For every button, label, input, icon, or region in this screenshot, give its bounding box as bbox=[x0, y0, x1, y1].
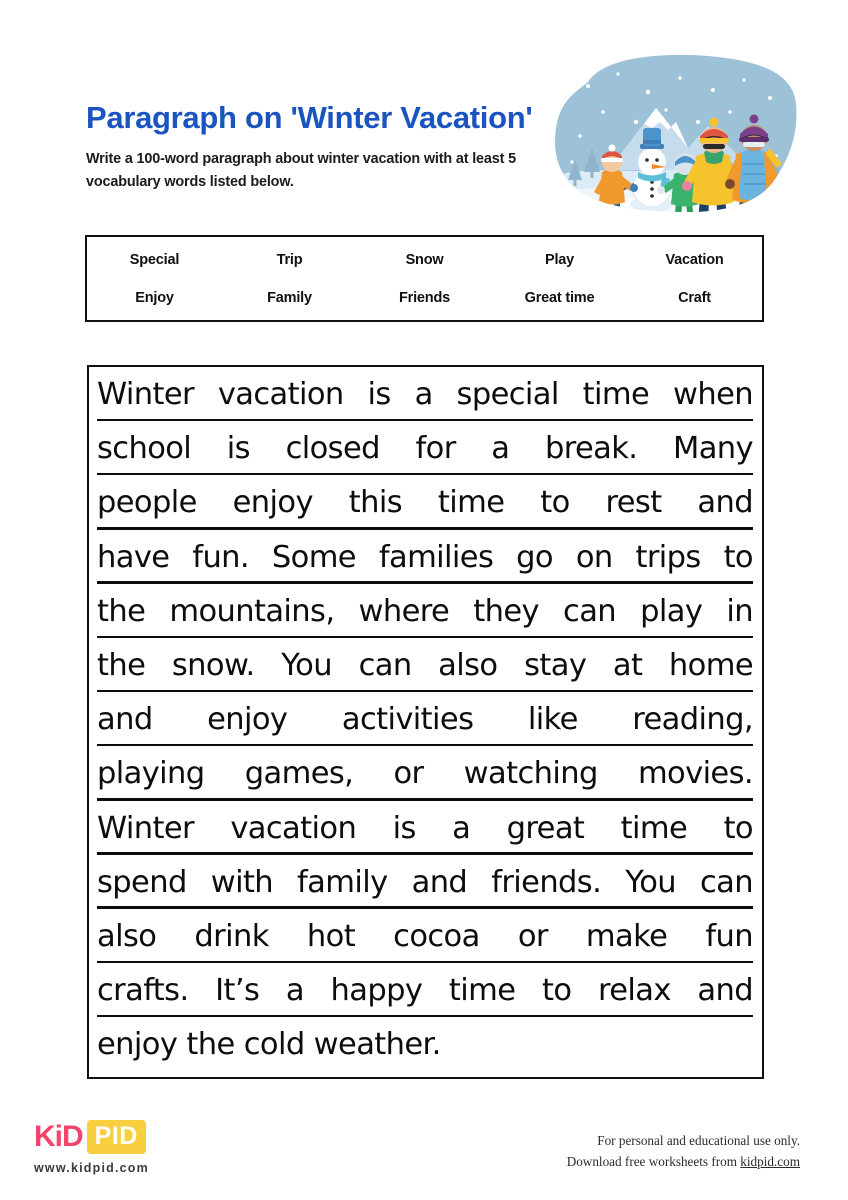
writing-rule bbox=[97, 744, 753, 746]
answer-line bbox=[97, 536, 753, 590]
answer-line-text: Winter vacation is a great time to bbox=[97, 810, 753, 846]
instructions-text: Write a 100-word paragraph about winter vacation with at least 5 vocabulary words listed below. bbox=[86, 151, 516, 191]
worksheet-footer bbox=[0, 1108, 848, 1200]
logo-pid-text: PID bbox=[87, 1120, 146, 1154]
writing-rule bbox=[97, 906, 753, 908]
answer-line-text: the mountains, where they can play in bbox=[97, 593, 753, 629]
writing-rule bbox=[97, 798, 753, 800]
vocabulary-row bbox=[87, 241, 762, 279]
worksheet-header bbox=[0, 0, 848, 235]
answer-line bbox=[97, 969, 753, 1023]
writing-rule bbox=[97, 636, 753, 638]
answer-line-text: spend with family and friends. You can bbox=[97, 864, 753, 900]
attribution-text bbox=[567, 1130, 800, 1173]
attribution-prefix: Download free worksheets from bbox=[566, 1154, 741, 1170]
vocabulary-word: Craft bbox=[678, 289, 711, 306]
answer-line-text: people enjoy this time to rest and bbox=[97, 485, 753, 521]
kidpid-link[interactable]: kidpid.com bbox=[740, 1154, 800, 1170]
answer-line-text: crafts. It’s a happy time to relax and bbox=[97, 973, 753, 1009]
answer-line-text: Winter vacation is a special time when bbox=[97, 377, 753, 412]
vocabulary-word: Play bbox=[544, 251, 575, 268]
answer-line-text: school is closed for a break. Many bbox=[97, 431, 753, 467]
answer-line bbox=[97, 861, 753, 915]
vocabulary-word-bank bbox=[85, 235, 764, 322]
answer-line bbox=[97, 698, 753, 752]
logo-url-text: www.kidpid.com bbox=[34, 1161, 149, 1175]
writing-rule bbox=[97, 581, 753, 583]
writing-rule bbox=[97, 961, 753, 963]
answer-line-text: playing games, or watching movies. bbox=[97, 756, 753, 792]
answer-line bbox=[97, 1023, 753, 1077]
logo-mark bbox=[34, 1120, 214, 1154]
answer-line-text: have fun. Some families go on trips to bbox=[97, 539, 753, 575]
answer-line bbox=[97, 590, 753, 644]
handwriting-answer-box[interactable] bbox=[87, 365, 764, 1079]
answer-lines bbox=[97, 373, 753, 1077]
answer-line-text: enjoy the cold weather. bbox=[97, 1027, 441, 1063]
vocabulary-word: Special bbox=[129, 251, 180, 268]
answer-line-text: also drink hot cocoa or make fun bbox=[97, 918, 753, 954]
vocabulary-word: Snow bbox=[405, 251, 444, 268]
logo-kid-text: KiD bbox=[34, 1120, 83, 1153]
answer-line bbox=[97, 373, 753, 427]
vocabulary-word: Family bbox=[267, 289, 312, 306]
answer-line bbox=[97, 915, 753, 969]
writing-rule bbox=[97, 527, 753, 529]
answer-line-text: the snow. You can also stay at home bbox=[97, 647, 753, 683]
writing-rule bbox=[97, 473, 753, 475]
vocabulary-word: Great time bbox=[524, 289, 595, 306]
attribution-line-1: For personal and educational use only. bbox=[597, 1133, 800, 1148]
page-title: Paragraph on 'Winter Vacation' bbox=[86, 100, 533, 135]
answer-line bbox=[97, 481, 753, 535]
vocabulary-word: Enjoy bbox=[135, 289, 174, 306]
answer-line bbox=[97, 807, 753, 861]
answer-line bbox=[97, 644, 753, 698]
vocabulary-word: Trip bbox=[276, 251, 303, 268]
vocabulary-word: Vacation bbox=[665, 251, 724, 268]
vocabulary-row bbox=[87, 279, 762, 317]
writing-rule bbox=[97, 852, 753, 854]
attribution-line-2 bbox=[567, 1151, 800, 1172]
writing-rule bbox=[97, 419, 753, 421]
vocabulary-word: Friends bbox=[399, 289, 450, 306]
kidpid-logo[interactable] bbox=[34, 1120, 214, 1180]
writing-rule bbox=[97, 1015, 753, 1017]
winter-family-snowman-illustration bbox=[548, 52, 800, 230]
answer-line bbox=[97, 427, 753, 481]
answer-line bbox=[97, 752, 753, 806]
answer-line-text: and enjoy activities like reading, bbox=[97, 702, 753, 738]
writing-rule bbox=[97, 690, 753, 692]
